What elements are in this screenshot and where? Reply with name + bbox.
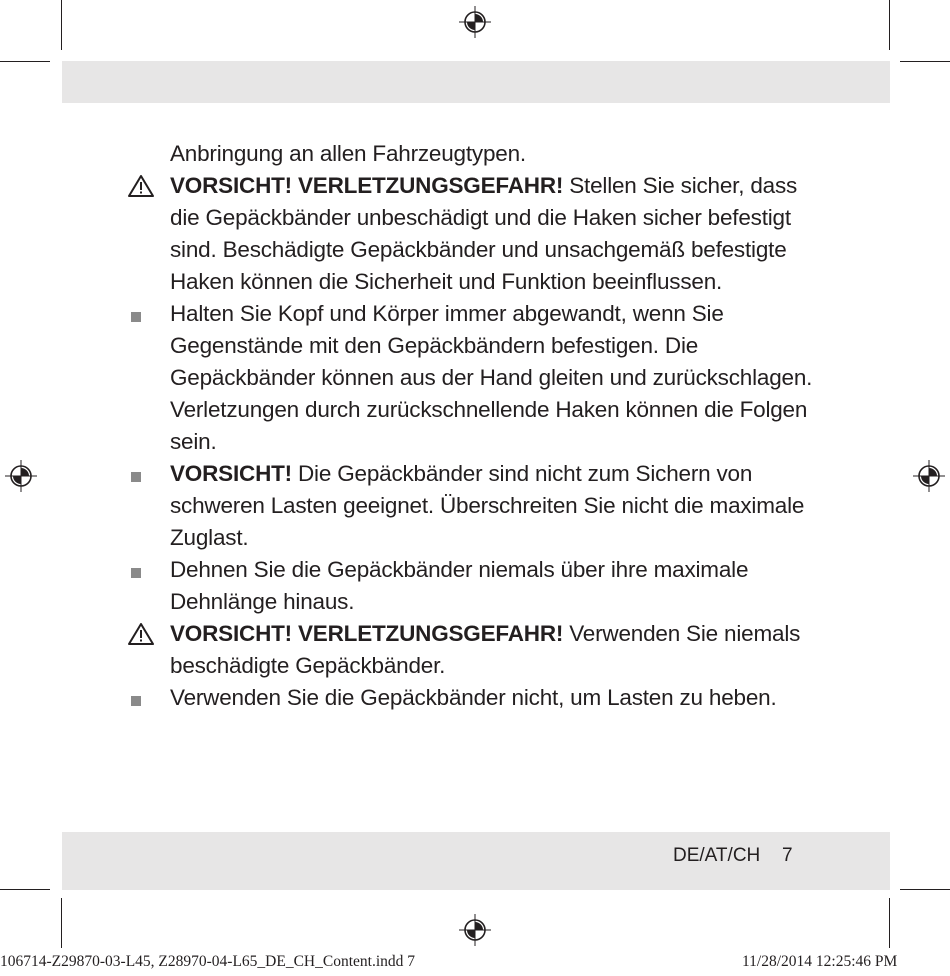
region-label: DE/AT/CH <box>673 845 761 866</box>
crop-mark <box>889 0 890 50</box>
crop-mark <box>61 0 62 50</box>
crop-mark <box>900 889 950 890</box>
list-item <box>130 554 830 618</box>
paragraph-text: Dehnen Sie die Gepäckbänder niemals über ihre maximale Dehnlänge hinaus. <box>170 557 749 614</box>
slug-timestamp: 11/28/2014 12:25:46 PM <box>742 953 898 970</box>
paragraph-text: Verwenden Sie niemals beschädigte Gepäckbänder. <box>170 621 801 678</box>
paragraph-text: Stellen Sie sicher, dass die Gepäckbänder unbeschädigt und die Haken sicher befestigt sind. Beschädigte Gepäckbänder und unsachgemäß befestigte Haken können die Sicherheit und Funktion beeinflussen. <box>170 173 798 294</box>
warning-heading: VORSICHT! VERLETZUNGSGEFAHR! <box>170 173 564 198</box>
bullet-square-icon <box>131 568 141 578</box>
bullet-square-icon <box>131 472 141 482</box>
bullet-marker <box>130 554 160 586</box>
bullet-marker <box>130 458 160 490</box>
slug-filename: 106714-Z29870-03-L45, Z28970-04-L65_DE_CH_Content.indd 7 <box>0 953 416 970</box>
warning-icon <box>127 622 155 646</box>
warning-icon <box>127 174 155 198</box>
footer-band <box>62 832 890 890</box>
registration-mark-icon <box>459 6 491 38</box>
header-band <box>62 61 890 103</box>
registration-mark-icon <box>913 460 945 492</box>
safety-instructions <box>130 138 830 714</box>
caution-heading: VORSICHT! <box>170 461 292 486</box>
warning-heading: VORSICHT! VERLETZUNGSGEFAHR! <box>170 621 564 646</box>
paragraph-text: Die Gepäckbänder sind nicht zum Sichern von schweren Lasten geeignet. Überschreiten Sie nicht die maximale Zuglast. <box>170 461 805 550</box>
list-item <box>130 682 830 714</box>
crop-mark <box>900 61 950 62</box>
crop-mark <box>0 889 50 890</box>
bullet-square-icon <box>131 312 141 322</box>
paragraph-text: Anbringung an allen Fahrzeugtypen. <box>170 141 526 166</box>
bullet-marker <box>130 298 160 330</box>
warning-marker <box>130 170 160 202</box>
registration-mark-icon <box>5 460 37 492</box>
page-number: 7 <box>782 845 793 866</box>
crop-mark <box>0 61 50 62</box>
paragraph-text: Verwenden Sie die Gepäckbänder nicht, um Lasten zu heben. <box>170 685 777 710</box>
crop-mark <box>61 898 62 948</box>
registration-mark-icon <box>459 914 491 946</box>
warning-marker <box>130 618 160 650</box>
list-item <box>130 618 830 682</box>
crop-mark <box>889 898 890 948</box>
list-item <box>130 458 830 554</box>
list-item <box>130 170 830 298</box>
list-item <box>130 138 830 170</box>
list-item <box>130 298 830 458</box>
paragraph-text: Halten Sie Kopf und Körper immer abgewandt, wenn Sie Gegenstände mit den Gepäckbändern befestigen. Die Gepäckbänder können aus der Hand gleiten und zurückschlagen. Verletzungen durch zurückschnellende Haken können die Folgen sein. <box>170 301 813 454</box>
bullet-square-icon <box>131 696 141 706</box>
bullet-marker <box>130 682 160 714</box>
